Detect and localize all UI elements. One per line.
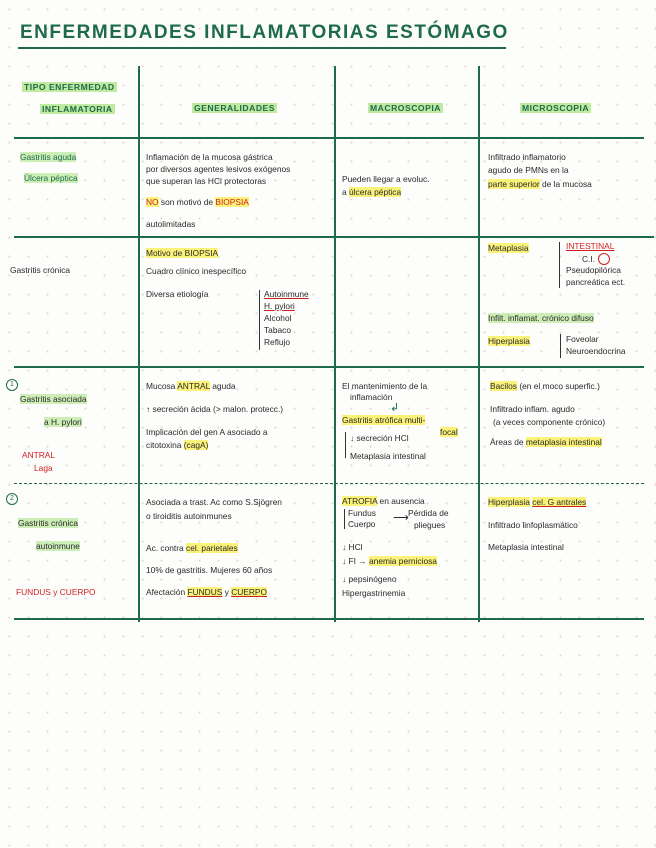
row4-gen-line2: o tiroiditis autoinmunes	[146, 511, 232, 521]
header-tipo-2: INFLAMATORIA	[42, 104, 113, 114]
row1-micro-line3: parte superior de la mucosa	[488, 179, 592, 189]
row-divider-3	[14, 483, 644, 484]
row4-micro-line2: Infiltrado linfoplasmático	[488, 520, 578, 530]
row3-macro-brace	[345, 432, 346, 458]
row2-micro-pancreatica: pancreática ect.	[566, 277, 626, 287]
row3-macro-line2: inflamación	[350, 392, 393, 402]
row2-micro-foveolar: Foveolar	[566, 334, 599, 344]
row2-metaplasia-brace	[559, 242, 560, 288]
row3-micro-line4: Áreas de metaplasia intestinal	[490, 437, 602, 447]
row4-number: 2	[6, 493, 18, 505]
row3-macro-line5: ↓ secreción HCl	[350, 433, 409, 443]
row1-type-2: Úlcera péptica	[24, 173, 78, 183]
row2-etiology-hpylori: H. pylori	[264, 301, 295, 311]
row2-gen-line3: Diversa etiología	[146, 289, 209, 299]
row4-type-1: Gastritis crónica	[18, 518, 79, 528]
header-divider	[14, 137, 644, 139]
row2-micro-ci: C.I.	[582, 254, 596, 264]
row4-gen-line3: Ac. contra cel. parietales	[146, 543, 238, 553]
row4-macro-arrow: ⟶	[393, 512, 409, 524]
row1-gen-line1: Inflamación de la mucosa gástrica	[146, 152, 273, 162]
row3-region-1: ANTRAL	[22, 450, 56, 460]
header-generalidades: GENERALIDADES	[194, 103, 275, 113]
row4-micro-line1: Hiperplasia cel. G antrales	[488, 497, 587, 507]
row3-macro-line3: Gastritis atrófica multi-	[342, 415, 426, 425]
row1-gen-line3: que superan las HCl protectoras	[146, 176, 267, 186]
row-divider-2	[14, 366, 644, 368]
row2-micro-pseudopilorica: Pseudopilórica	[566, 265, 621, 275]
row1-micro-line1: Infiltrado inflamatorio	[488, 152, 566, 162]
table-bottom	[14, 618, 644, 620]
row1-gen-line2: por diversos agentes lesivos exógenos	[146, 164, 291, 174]
row4-gen-line5: Afectación FUNDUS y CUERPO	[146, 587, 268, 597]
row4-type-2: autoinmune	[36, 541, 80, 551]
row2-micro-metaplasia: Metaplasia	[488, 243, 529, 253]
row1-type-1: Gastritis aguda	[20, 152, 77, 162]
row3-micro-line1: Bacilos (en el moco superfic.)	[490, 381, 600, 391]
row4-macro-line1: ATROFIA en ausencia	[342, 496, 425, 506]
row4-micro-line3: Metaplasia intestinal	[488, 542, 564, 552]
row-divider-1	[14, 236, 654, 238]
row2-etiology-reflujo: Reflujo	[264, 337, 291, 347]
row2-etiology-autoinmune: Autoinmune	[264, 289, 309, 299]
row4-region: FUNDUS y CUERPO	[16, 587, 96, 597]
row2-micro-intestinal: INTESTINAL	[566, 241, 615, 251]
row4-macro-perdida: Pérdida de	[408, 508, 449, 518]
row2-etiology-brace	[259, 290, 260, 350]
row4-macro-brace	[344, 509, 345, 529]
row4-macro-fi: ↓ FI → anemia perniciosa	[342, 556, 437, 566]
row4-macro-pliegues: pliegues	[414, 520, 446, 530]
row3-micro-line3: (a veces componente crónico)	[493, 417, 606, 427]
row2-etiology-tabaco: Tabaco	[264, 325, 292, 335]
row3-macro-arrow: ↲	[390, 402, 400, 414]
header-microscopia: MICROSCOPIA	[522, 103, 590, 113]
row3-macro-line6: Metaplasia intestinal	[350, 451, 426, 461]
column-divider-2	[334, 66, 336, 622]
row2-type: Gastritis crónica	[10, 265, 71, 275]
row2-micro-hiperplasia: Hiperplasia	[488, 336, 530, 346]
row2-hiperplasia-brace	[560, 334, 561, 358]
page-title: ENFERMEDADES INFLAMATORIAS ESTÓMAGO	[20, 22, 509, 43]
row4-macro-hipergastrinemia: Hipergastrinemia	[342, 588, 406, 598]
row2-ci-circle-mark	[598, 253, 610, 265]
row3-type-1: Gastritis asociada	[20, 394, 87, 404]
row2-gen-line2: Cuadro clínico inespecífico	[146, 266, 247, 276]
row4-gen-line4: 10% de gastritis. Mujeres 60 años	[146, 565, 273, 575]
column-divider-3	[478, 66, 480, 622]
row1-micro-line2: agudo de PMNs en la	[488, 165, 569, 175]
row3-gen-line1: Mucosa ANTRAL aguda	[146, 381, 236, 391]
title-underline	[18, 47, 506, 49]
row3-type-2: a H. pylori	[44, 417, 82, 427]
row3-micro-line2: Infiltrado inflam. agudo	[490, 404, 575, 414]
row1-gen-line4: NO son motivo de BIOPSIA	[146, 197, 249, 207]
row3-gen-line3: Implicación del gen A asociado a	[146, 427, 268, 437]
row3-number: 1	[6, 379, 18, 391]
row4-macro-hcl: ↓ HCl	[342, 542, 363, 552]
row3-gen-line2: ↑ secreción ácida (> malon. protecc.)	[146, 404, 284, 414]
row4-gen-line1: Asociada a trast. Ac como S.Sjögren	[146, 497, 282, 507]
row1-macro-line2: a úlcera péptica	[342, 187, 402, 197]
row3-gen-line4: citotoxina (cagA)	[146, 440, 209, 450]
row1-gen-line5: autolimitadas	[146, 219, 196, 229]
row2-micro-infiltrado: Infilt. inflamat. crónico difuso	[488, 313, 594, 323]
row4-macro-cuerpo: Cuerpo	[348, 519, 376, 529]
row2-gen-line1: Motivo de BIOPSIA	[146, 248, 219, 258]
row3-region-2: Laga	[34, 463, 53, 473]
row1-macro-line1: Pueden llegar a evoluc.	[342, 174, 430, 184]
column-divider-1	[138, 66, 140, 622]
row4-macro-pepsinogeno: ↓ pepsinógeno	[342, 574, 397, 584]
row3-macro-line1: El mantenimiento de la	[342, 381, 428, 391]
header-tipo-1: TIPO ENFERMEDAD	[24, 82, 115, 92]
row2-micro-neuroendocrina: Neuroendocrina	[566, 346, 626, 356]
row3-macro-line4: focal	[440, 427, 458, 437]
header-macroscopia: MACROSCOPIA	[370, 103, 441, 113]
row2-etiology-alcohol: Alcohol	[264, 313, 292, 323]
row4-macro-fundus: Fundus	[348, 508, 376, 518]
